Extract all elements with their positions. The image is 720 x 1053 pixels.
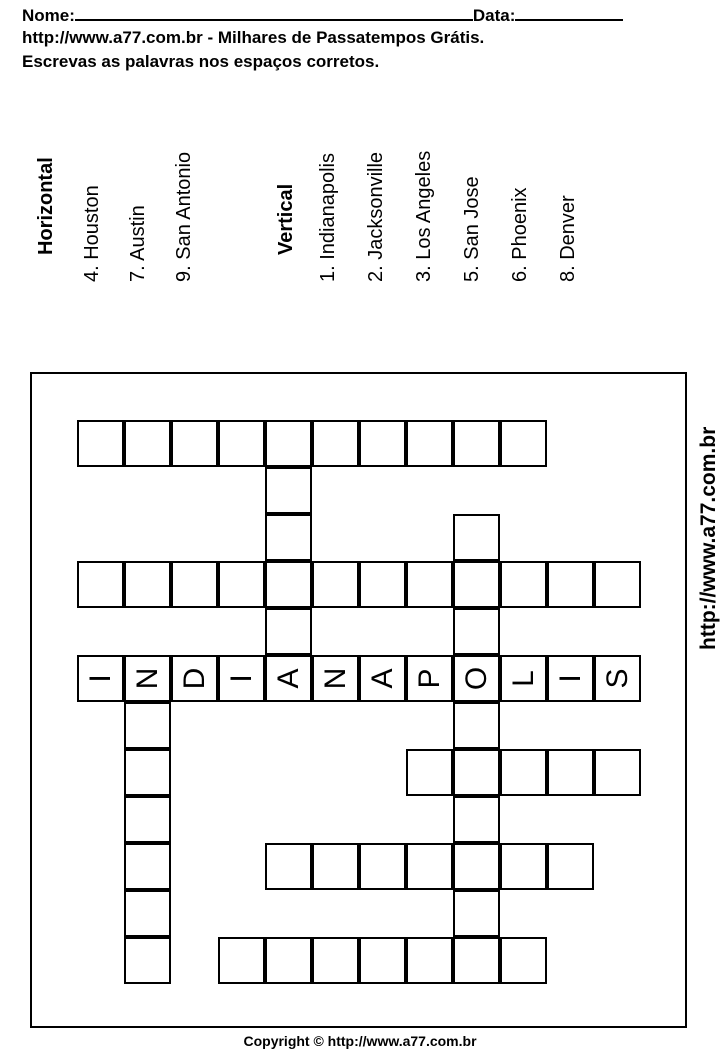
grid-cell[interactable] [171,561,218,608]
grid-cell[interactable] [453,796,500,843]
grid-cell[interactable] [312,420,359,467]
grid-cell[interactable] [500,749,547,796]
grid-cell[interactable] [124,420,171,467]
grid-cell[interactable] [218,937,265,984]
date-label: Data: [472,6,516,25]
grid-cell[interactable] [312,561,359,608]
site-line: http://www.a77.com.br - Milhares de Passatempos Grátis. [22,28,485,47]
grid-cell[interactable] [124,702,171,749]
grid-letter: A [271,668,305,689]
grid-cell[interactable] [124,749,171,796]
grid-cell[interactable] [218,561,265,608]
grid-letter: O [459,666,493,691]
grid-cell[interactable] [359,420,406,467]
grid-cell[interactable] [359,937,406,984]
grid-cell[interactable] [547,561,594,608]
grid-cell[interactable] [453,514,500,561]
grid-letter: L [506,670,540,687]
grid-cell[interactable] [171,420,218,467]
clue-list [0,0,720,330]
grid-cell[interactable] [124,937,171,984]
grid-cell[interactable] [594,561,641,608]
grid-cell[interactable] [359,843,406,890]
grid-cell[interactable] [547,843,594,890]
grid-cell[interactable] [359,561,406,608]
grid-cell[interactable] [77,420,124,467]
clue-item: 1. Indianapolis [317,153,339,282]
grid-cell[interactable] [500,843,547,890]
grid-letter: P [412,668,446,689]
grid-cell[interactable] [453,608,500,655]
grid-cell[interactable] [406,420,453,467]
instructions: Escrevas as palavras nos espaços corretos. [22,52,380,71]
grid-cell[interactable] [312,843,359,890]
grid-cell[interactable] [500,937,547,984]
grid-cell[interactable] [453,937,500,984]
grid-cell[interactable] [124,796,171,843]
clue-item: 9. San Antonio [173,151,195,282]
grid-letter: A [365,668,399,689]
grid-cell[interactable] [406,561,453,608]
grid-letter: N [318,667,352,690]
grid-cell[interactable] [265,843,312,890]
clue-item: 4. Houston [81,185,103,282]
grid-cell[interactable] [453,420,500,467]
grid-cell[interactable] [406,843,453,890]
grid-cell[interactable] [265,937,312,984]
grid-letter: I [224,674,258,683]
grid-cell[interactable] [265,514,312,561]
clue-item: 8. Denver [557,195,579,282]
vertical-title: Vertical [275,183,297,255]
grid-letter: I [553,674,587,683]
grid-cell[interactable] [265,467,312,514]
grid-cell[interactable] [500,420,547,467]
grid-cell[interactable] [218,420,265,467]
grid-letter: N [130,667,164,690]
grid-cell[interactable] [124,843,171,890]
clue-item: 5. San Jose [461,176,483,282]
grid-cell[interactable] [406,937,453,984]
grid-cell[interactable] [453,749,500,796]
grid-cell[interactable] [453,702,500,749]
copyright: Copyright © http://www.a77.com.br [243,1033,477,1049]
grid-cell[interactable] [265,561,312,608]
grid-cell[interactable] [500,561,547,608]
grid-cell[interactable] [547,749,594,796]
grid-cell[interactable] [124,890,171,937]
grid-cell[interactable] [453,890,500,937]
grid-cell[interactable] [312,937,359,984]
grid-letter: S [600,668,634,689]
grid-cell[interactable] [265,608,312,655]
grid-cell[interactable] [406,749,453,796]
name-label: Nome: [22,6,75,25]
horizontal-title: Horizontal [35,157,57,255]
grid-cell[interactable] [453,561,500,608]
grid-letter: D [177,667,211,690]
grid-letter: I [83,674,117,683]
grid-cell[interactable] [77,561,124,608]
grid-cell[interactable] [453,843,500,890]
side-url: http://www.a77.com.br [697,426,720,650]
grid-cell[interactable] [594,749,641,796]
clue-item: 7. Austin [127,205,149,282]
grid-cell[interactable] [124,561,171,608]
clue-item: 2. Jacksonville [365,151,387,282]
clue-item: 6. Phoenix [509,187,531,282]
grid-cell[interactable] [265,420,312,467]
clue-item: 3. Los Angeles [413,150,435,282]
